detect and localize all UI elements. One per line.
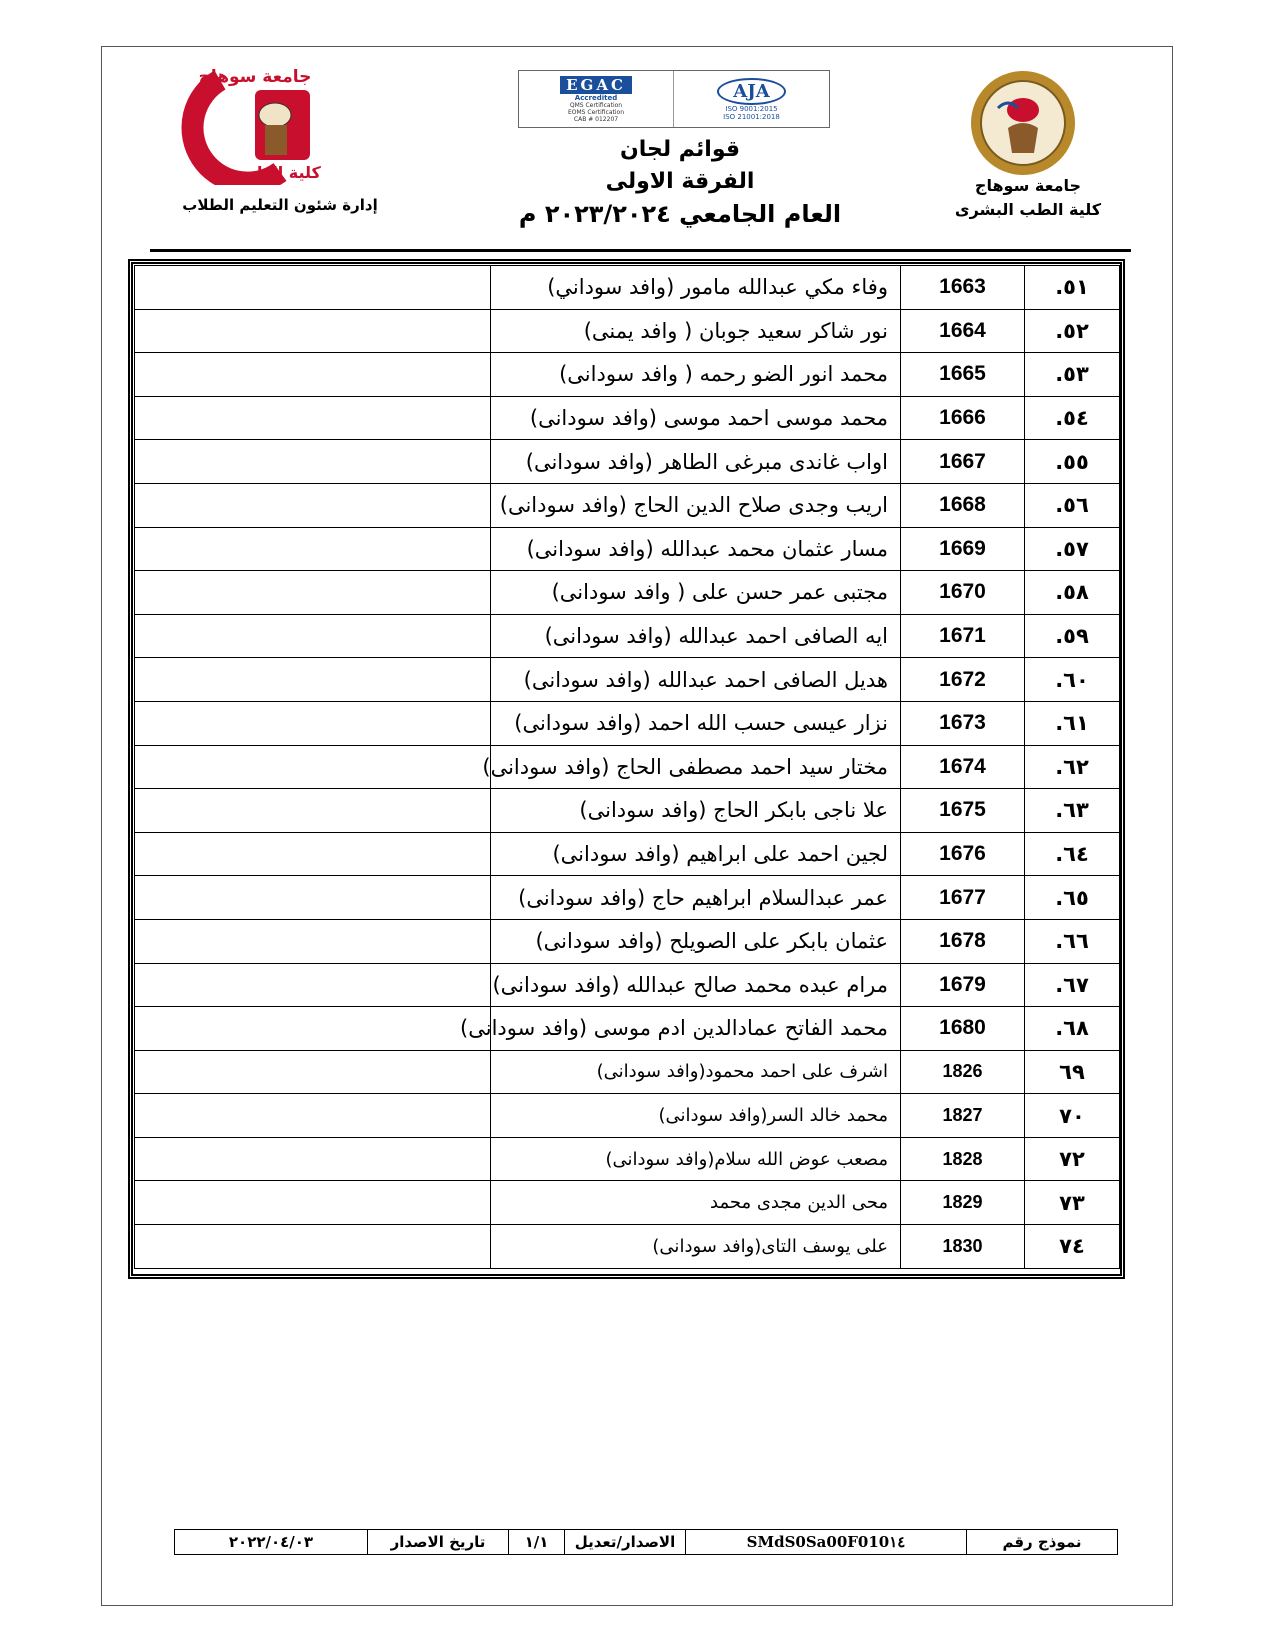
student-code: 1674	[901, 745, 1025, 789]
table-row	[135, 527, 1120, 571]
notes-cell	[135, 440, 491, 484]
student-code: 1663	[901, 266, 1025, 310]
notes-cell	[135, 396, 491, 440]
student-name: محمد انور الضو رحمه ( وافد سودانى)	[491, 353, 901, 397]
faculty-name: كلية الطب البشرى	[954, 200, 1102, 219]
table-row	[135, 266, 1120, 310]
row-index: ٦٠.	[1025, 658, 1120, 702]
student-code: 1664	[901, 309, 1025, 353]
student-name: اريب وجدى صلاح الدين الحاج (وافد سودانى)	[491, 483, 901, 527]
notes-cell	[135, 963, 491, 1007]
student-code: 1677	[901, 876, 1025, 920]
row-index: ٧٠	[1025, 1094, 1120, 1138]
university-name: جامعة سوهاج	[974, 176, 1082, 195]
student-name: اواب غاندى مبرغى الطاهر (وافد سودانى)	[491, 440, 901, 484]
row-index: ٧٣	[1025, 1181, 1120, 1225]
row-index: ٥٩.	[1025, 614, 1120, 658]
row-index: ٦٢.	[1025, 745, 1120, 789]
student-code: 1667	[901, 440, 1025, 484]
egac-line3: CAB # 012207	[573, 115, 619, 123]
table-row	[135, 1137, 1120, 1181]
table-row	[135, 832, 1120, 876]
student-name: محمد خالد السر(وافد سودانى)	[491, 1094, 901, 1138]
student-code: 1828	[901, 1137, 1025, 1181]
student-code: 1669	[901, 527, 1025, 571]
revision-label: الاصدار/تعديل	[565, 1530, 686, 1555]
revision-value: ١/١	[509, 1530, 565, 1555]
header-divider	[150, 249, 1131, 252]
egac-line1: QMS Certification	[569, 101, 623, 109]
student-name: مسار عثمان محمد عبدالله (وافد سودانى)	[491, 527, 901, 571]
student-code: 1672	[901, 658, 1025, 702]
table-row	[135, 309, 1120, 353]
student-name: مجتبى عمر حسن على ( وافد سودانى)	[491, 571, 901, 615]
row-index: ٦٧.	[1025, 963, 1120, 1007]
title-line1: قوائم لجان	[619, 137, 741, 162]
student-code: 1827	[901, 1094, 1025, 1138]
student-code: 1665	[901, 353, 1025, 397]
student-name: على يوسف التاى(وافد سودانى)	[491, 1225, 901, 1269]
notes-cell	[135, 701, 491, 745]
table-row	[135, 1050, 1120, 1094]
student-code: 1666	[901, 396, 1025, 440]
student-name: مصعب عوض الله سلام(وافد سودانى)	[491, 1137, 901, 1181]
university-seal	[968, 68, 1078, 178]
student-code: 1830	[901, 1225, 1025, 1269]
student-name: هديل الصافى احمد عبدالله (وافد سودانى)	[491, 658, 901, 702]
university-name-block	[948, 174, 1108, 222]
notes-cell	[135, 832, 491, 876]
notes-cell	[135, 1094, 491, 1138]
student-name: عثمان بابكر على الصويلح (وافد سودانى)	[491, 919, 901, 963]
student-name: ايه الصافى احمد عبدالله (وافد سودانى)	[491, 614, 901, 658]
row-index: ٥١.	[1025, 266, 1120, 310]
table-row	[135, 1181, 1120, 1225]
notes-cell	[135, 1181, 491, 1225]
student-name: علا ناجى بابكر الحاج (وافد سودانى)	[491, 789, 901, 833]
notes-cell	[135, 1225, 491, 1269]
student-code: 1671	[901, 614, 1025, 658]
notes-cell	[135, 483, 491, 527]
row-index: ٦٥.	[1025, 876, 1120, 920]
row-index: ٦١.	[1025, 701, 1120, 745]
notes-cell	[135, 1007, 491, 1051]
student-code: 1826	[901, 1050, 1025, 1094]
table-row	[135, 614, 1120, 658]
aja-line2: ISO 21001:2018	[723, 112, 780, 121]
notes-cell	[135, 266, 491, 310]
student-name: وفاء مكي عبدالله مامور (وافد سوداني)	[491, 266, 901, 310]
row-index: ٧٢	[1025, 1137, 1120, 1181]
student-code: 1675	[901, 789, 1025, 833]
row-index: ٧٤	[1025, 1225, 1120, 1269]
table-row	[135, 745, 1120, 789]
notes-cell	[135, 527, 491, 571]
egac-logo: EGAC	[560, 76, 632, 94]
table-row	[135, 571, 1120, 615]
row-index: ٦٤.	[1025, 832, 1120, 876]
table-row	[135, 658, 1120, 702]
student-code: 1829	[901, 1181, 1025, 1225]
student-code: 1679	[901, 963, 1025, 1007]
notes-cell	[135, 876, 491, 920]
department-name: إدارة شئون التعليم الطلاب	[182, 196, 378, 214]
student-code: 1678	[901, 919, 1025, 963]
table-row	[135, 353, 1120, 397]
table-row	[135, 396, 1120, 440]
student-name: اشرف على احمد محمود(وافد سودانى)	[491, 1050, 901, 1094]
aja-certificate	[674, 71, 829, 127]
row-index: ٦٨.	[1025, 1007, 1120, 1051]
student-code: 1676	[901, 832, 1025, 876]
table-row	[135, 483, 1120, 527]
row-index: ٥٧.	[1025, 527, 1120, 571]
notes-cell	[135, 614, 491, 658]
student-name: نور شاكر سعيد جوبان ( وافد يمنى)	[491, 309, 901, 353]
notes-cell	[135, 571, 491, 615]
row-index: ٥٤.	[1025, 396, 1120, 440]
form-number: SMdS0Sa00F010١٤	[686, 1530, 967, 1555]
aja-line1: ISO 9001:2015	[725, 104, 778, 113]
student-name: محى الدين مجدى محمد	[491, 1181, 901, 1225]
egac-accredited: Accredited	[574, 93, 618, 102]
row-index: ٦٣.	[1025, 789, 1120, 833]
table-row	[135, 440, 1120, 484]
egac-certificate	[519, 71, 674, 127]
issue-date-label: تاريخ الاصدار	[368, 1530, 509, 1555]
student-code: 1673	[901, 701, 1025, 745]
table-row	[135, 1094, 1120, 1138]
student-name: عمر عبدالسلام ابراهيم حاج (وافد سودانى)	[491, 876, 901, 920]
student-roster-table	[134, 265, 1120, 1269]
notes-cell	[135, 309, 491, 353]
certification-logos	[518, 70, 830, 128]
title-line2: الفرقة الاولى	[605, 169, 755, 194]
faculty-logo	[160, 60, 345, 185]
student-code: 1668	[901, 483, 1025, 527]
title-line3: العام الجامعي ٢٠٢٣/٢٠٢٤ م	[518, 200, 842, 228]
logo-text-bottom: كلية الطب	[239, 163, 321, 182]
notes-cell	[135, 745, 491, 789]
row-index: ٦٩	[1025, 1050, 1120, 1094]
student-name: نزار عيسى حسب الله احمد (وافد سودانى)	[491, 701, 901, 745]
notes-cell	[135, 1050, 491, 1094]
table-row	[135, 701, 1120, 745]
issue-date: ٢٠٢٢/٠٤/٠٣	[175, 1530, 368, 1555]
student-name: مختار سيد احمد مصطفى الحاج (وافد سودانى)	[491, 745, 901, 789]
notes-cell	[135, 658, 491, 702]
row-index: ٥٦.	[1025, 483, 1120, 527]
notes-cell	[135, 1137, 491, 1181]
table-row	[135, 919, 1120, 963]
student-code: 1670	[901, 571, 1025, 615]
table-row	[135, 963, 1120, 1007]
notes-cell	[135, 789, 491, 833]
document-title	[470, 134, 890, 230]
form-number-label: نموذج رقم	[967, 1530, 1118, 1555]
table-row	[135, 1225, 1120, 1269]
row-index: ٦٦.	[1025, 919, 1120, 963]
document-footer	[174, 1529, 1118, 1555]
row-index: ٥٨.	[1025, 571, 1120, 615]
row-index: ٥٣.	[1025, 353, 1120, 397]
table-row	[135, 1007, 1120, 1051]
notes-cell	[135, 353, 491, 397]
logo-text-top: جامعة سوهاج	[198, 67, 312, 87]
table-row	[135, 876, 1120, 920]
student-name: محمد موسى احمد موسى (وافد سودانى)	[491, 396, 901, 440]
notes-cell	[135, 919, 491, 963]
aja-logo: AJA	[717, 78, 785, 105]
row-index: ٥٥.	[1025, 440, 1120, 484]
row-index: ٥٢.	[1025, 309, 1120, 353]
table-row	[135, 789, 1120, 833]
egac-line2: EOMS Certification	[567, 108, 625, 116]
student-name: لجين احمد على ابراهيم (وافد سودانى)	[491, 832, 901, 876]
student-code: 1680	[901, 1007, 1025, 1051]
student-name: محمد الفاتح عمادالدين ادم موسى (وافد سودانى)	[491, 1007, 901, 1051]
student-name: مرام عبده محمد صالح عبدالله (وافد سودانى)	[491, 963, 901, 1007]
